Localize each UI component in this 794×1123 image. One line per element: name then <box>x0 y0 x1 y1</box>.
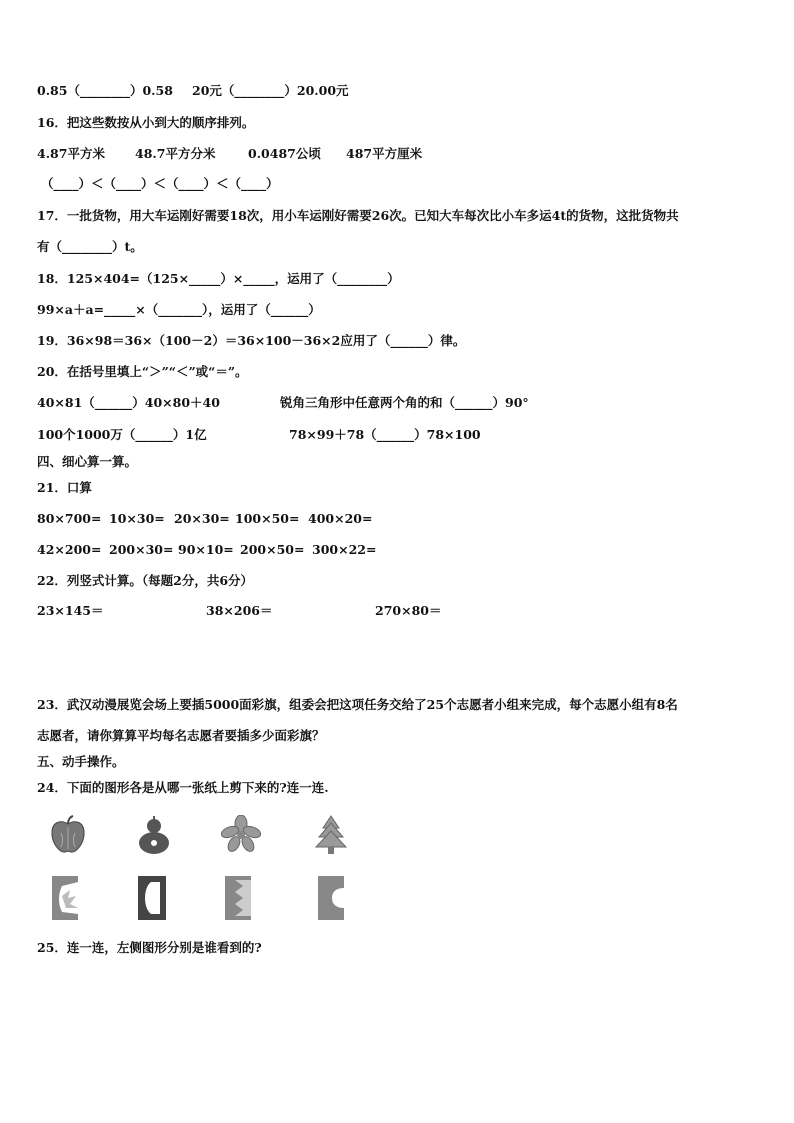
flower-shape[interactable] <box>221 815 261 853</box>
q21-item: 10×30= <box>109 511 165 526</box>
q24-stem: 24．下面的图形各是从哪一张纸上剪下来的?连一连. <box>37 780 329 795</box>
q16-item-2: 48.7平方分米 <box>135 146 216 161</box>
q18-line-2: 99×a＋a=_____×（_______），运用了（______） <box>37 302 321 317</box>
q15-left: 0.85（________）0.58 <box>37 83 173 98</box>
q20-d: 78×99＋78（______）78×100 <box>289 427 481 442</box>
q21-item: 80×700= <box>37 511 102 526</box>
q21-item: 100×50= <box>235 511 300 526</box>
q22-item: 38×206＝ <box>206 603 273 618</box>
q21-item: 200×30= <box>109 542 174 557</box>
q25-stem: 25．连一连，左侧图形分别是谁看到的? <box>37 940 262 955</box>
q21-stem: 21．口算 <box>37 480 92 495</box>
q16-order-blanks: （____）＜（____）＜（____）＜（____） <box>41 176 279 191</box>
q21-item: 300×22= <box>312 542 377 557</box>
q22-stem: 22．列竖式计算。（每题2分，共6分） <box>37 573 254 588</box>
q16-stem: 16．把这些数按从小到大的顺序排列。 <box>37 115 255 130</box>
q16-item-3: 0.0487公顷 <box>248 146 321 161</box>
tree-shape[interactable] <box>314 815 348 855</box>
q16-item-4: 487平方厘米 <box>346 146 423 161</box>
q21-item: 400×20= <box>308 511 373 526</box>
paper-with-notch-cutout[interactable] <box>314 874 348 922</box>
q21-item: 42×200= <box>37 542 102 557</box>
paper-with-zigzag-cutout[interactable] <box>221 874 255 922</box>
q22-item: 23×145＝ <box>37 603 104 618</box>
q20-c: 100个1000万（______）1亿 <box>37 427 207 442</box>
q22-item: 270×80＝ <box>375 603 442 618</box>
q20-a: 40×81（______）40×80＋40 <box>37 395 220 410</box>
q15-right: 20元（________）20.00元 <box>192 83 349 98</box>
section-5-heading: 五、动手操作。 <box>37 754 125 769</box>
q17-line-2: 有（________）t。 <box>37 239 143 254</box>
paper-with-leaf-cutout[interactable] <box>48 874 82 922</box>
q16-item-1: 4.87平方米 <box>37 146 105 161</box>
q23-line-2: 志愿者，请你算算平均每名志愿者要插多少面彩旗？ <box>37 728 325 743</box>
q20-stem: 20．在括号里填上“＞”“＜”或“＝”。 <box>37 364 248 379</box>
q21-item: 90×10= <box>178 542 234 557</box>
q18-line-1: 18．125×404=（125×_____）×_____，运用了（________） <box>37 271 400 286</box>
gourd-shape[interactable] <box>137 815 171 855</box>
section-4-heading: 四、细心算一算。 <box>37 454 138 469</box>
q21-item: 200×50= <box>240 542 305 557</box>
q21-item: 20×30= <box>174 511 230 526</box>
q20-b: 锐角三角形中任意两个角的和（______）90° <box>280 395 529 410</box>
q17-line-1: 17．一批货物，用大车运刚好需要18次，用小车运刚好需要26次。已知大车每次比小车多运4t的货物，这批货物共 <box>37 208 679 223</box>
q19: 19．36×98＝36×（100－2）＝36×100－36×2应用了（______）律。 <box>37 333 466 348</box>
paper-with-round-cutout[interactable] <box>135 874 169 922</box>
apple-shape[interactable] <box>49 815 87 855</box>
q23-line-1: 23．武汉动漫展览会场上要插5000面彩旗，组委会把这项任务交给了25个志愿者小组来完成，每个志愿小组有8名 <box>37 697 678 712</box>
